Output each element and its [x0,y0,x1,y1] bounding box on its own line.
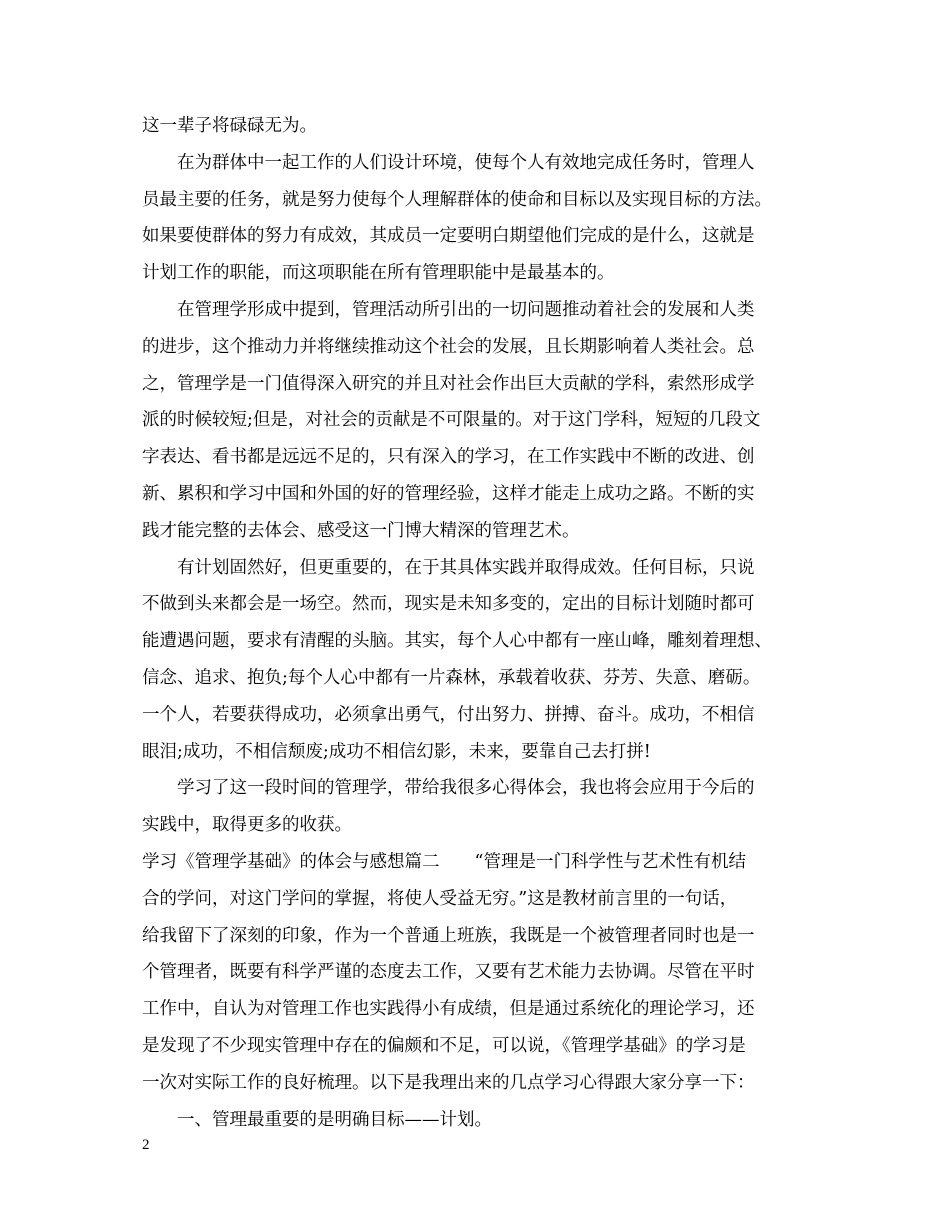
text-line: 实践中，取得更多的收获。 [142,815,352,836]
text-line: 个管理者，既要有科学严谨的态度去工作，又要有艺术能力去协调。尽管在平时 [142,962,755,983]
text-line: 是发现了不少现实管理中存在的偏颇和不足，可以说，《管理学基础》的学习是 [142,1035,746,1056]
text-line: 一次对实际工作的良好梳理。以下是我理出来的几点学习心得跟大家分享一下： [142,1072,755,1093]
text-line: 这一辈子将碌碌无为。 [142,116,317,136]
text-line: 计划工作的职能，而这项职能在所有管理职能中是最基本的。 [142,263,615,284]
text-line: 学习了这一段时间的管理学，带给我很多心得体会，我也将会应用于今后的 [177,778,755,799]
text-line: 一、管理最重要的是明确目标——计划。 [177,1109,492,1130]
text-line: 工作中，自认为对管理工作也实践得小有成绩，但是通过系统化的理论学习，还 [142,999,755,1020]
text-line: 信念、追求、抱负;每个人心中都有一片森林，承载着收获、芬芳、失意、磨砺。 [142,667,761,688]
text-line: 派的时候较短;但是，对社会的贡献是不可限量的。对于这门学科，短短的几段文 [142,410,761,431]
text-line: 在管理学形成中提到，管理活动所引出的一切问题推动着社会的发展和人类 [177,299,755,320]
text-line: 如果要使群体的努力有成效，其成员一定要明白期望他们完成的是什么，这就是 [142,226,755,247]
text-line: 眼泪;成功，不相信颓废;成功不相信幻影，未来，要靠自己去打拼! [142,741,651,762]
text-line: 不做到头来都会是一场空。然而，现实是未知多变的，定出的目标计划随时都可 [142,594,755,615]
text-line: 的进步，这个推动力并将继续推动这个社会的发展，且长期影响着人类社会。总 [142,336,755,357]
text-line: 字表达、看书都是远远不足的，只有深入的学习，在工作实践中不断的改进、创 [142,447,755,468]
section-heading-line: 学习《管理学基础》的体会与感想篇二 “管理是一门科学性与艺术性有机结 [142,851,746,872]
text-line: 能遭遇问题，要求有清醒的头脑。其实，每个人心中都有一座山峰，雕刻着理想、 [142,631,772,652]
text-line: 之，管理学是一门值得深入研究的并且对社会作出巨大贡献的学科，索然形成学 [142,373,755,394]
text-line: 一个人，若要获得成功，必须拿出勇气，付出努力、拼搏、奋斗。成功，不相信 [142,704,755,725]
page-number: 2 [142,1137,150,1153]
text-line: 员最主要的任务，就是努力使每个人理解群体的使命和目标以及实现目标的方法。 [142,189,772,210]
text-line: 新、累积和学习中国和外国的好的管理经验，这样才能走上成功之路。不断的实 [142,483,755,504]
text-line: 践才能完整的去体会、感受这一门博大精深的管理艺术。 [142,520,580,541]
text-line: 合的学问，对这门学问的掌握，将使人受益无穷。”这是教材前言里的一句话， [142,888,738,909]
text-line: 给我留下了深刻的印象，作为一个普通上班族，我既是一个被管理者同时也是一 [142,925,755,946]
text-line: 有计划固然好，但更重要的，在于其具体实践并取得成效。任何目标，只说 [177,557,755,578]
text-line: 在为群体中一起工作的人们设计环境，使每个人有效地完成任务时，管理人 [177,152,755,173]
document-body [142,108,814,1138]
